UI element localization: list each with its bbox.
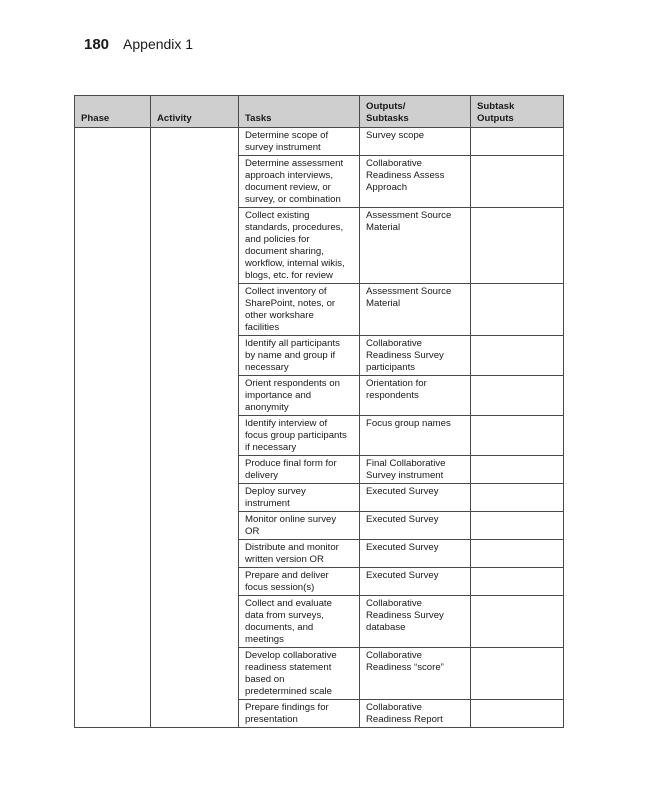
task-cell: Produce final form for delivery [239, 456, 360, 484]
task-cell: Distribute and monitor written version OR [239, 540, 360, 568]
subtask-output-cell [471, 648, 564, 700]
output-cell: Collaborative Readiness Survey participants [360, 336, 471, 376]
page-number: 180 [84, 36, 110, 53]
output-cell: Assessment Source Material [360, 208, 471, 284]
task-cell: Collect and evaluate data from surveys, documents, and meetings [239, 596, 360, 648]
column-header-phase: Phase [75, 96, 151, 128]
output-cell: Orientation for respondents [360, 376, 471, 416]
page-header [84, 36, 193, 53]
task-cell: Prepare and deliver focus session(s) [239, 568, 360, 596]
subtask-output-cell [471, 416, 564, 456]
table-header-row [75, 96, 564, 128]
output-cell: Executed Survey [360, 484, 471, 512]
appendix-table [74, 95, 564, 728]
subtask-output-cell [471, 700, 564, 728]
subtask-output-cell [471, 128, 564, 156]
subtask-output-cell [471, 596, 564, 648]
table-body [75, 128, 564, 728]
task-cell: Identify interview of focus group participants if necessary [239, 416, 360, 456]
output-cell: Executed Survey [360, 540, 471, 568]
output-cell: Executed Survey [360, 512, 471, 540]
subtask-output-cell [471, 156, 564, 208]
task-cell: Determine assessment approach interviews, document review, or survey, or combination [239, 156, 360, 208]
task-cell: Collect existing standards, procedures, and policies for document sharing, workflow, internal wikis, blogs, etc. for review [239, 208, 360, 284]
output-cell: Focus group names [360, 416, 471, 456]
subtask-output-cell [471, 208, 564, 284]
task-cell: Prepare findings for presentation [239, 700, 360, 728]
task-cell: Develop collaborative readiness statement based on predetermined scale [239, 648, 360, 700]
output-cell: Collaborative Readiness Survey database [360, 596, 471, 648]
task-cell: Orient respondents on importance and anonymity [239, 376, 360, 416]
subtask-output-cell [471, 456, 564, 484]
task-cell: Collect inventory of SharePoint, notes, or other workshare facilities [239, 284, 360, 336]
column-header-tasks: Tasks [239, 96, 360, 128]
output-cell: Assessment Source Material [360, 284, 471, 336]
task-cell: Deploy survey instrument [239, 484, 360, 512]
subtask-output-cell [471, 540, 564, 568]
phase-cell [75, 128, 151, 728]
task-cell: Determine scope of survey instrument [239, 128, 360, 156]
subtask-output-cell [471, 484, 564, 512]
table-row [75, 128, 564, 156]
subtask-output-cell [471, 284, 564, 336]
activity-cell [151, 128, 239, 728]
task-cell: Identify all participants by name and group if necessary [239, 336, 360, 376]
column-header-subtask-outputs: Subtask Outputs [471, 96, 564, 128]
subtask-output-cell [471, 376, 564, 416]
task-cell: Monitor online survey OR [239, 512, 360, 540]
output-cell: Collaborative Readiness “score” [360, 648, 471, 700]
column-header-activity: Activity [151, 96, 239, 128]
subtask-output-cell [471, 512, 564, 540]
running-head: Appendix 1 [123, 36, 194, 52]
output-cell: Final Collaborative Survey instrument [360, 456, 471, 484]
output-cell: Survey scope [360, 128, 471, 156]
subtask-output-cell [471, 336, 564, 376]
output-cell: Executed Survey [360, 568, 471, 596]
subtask-output-cell [471, 568, 564, 596]
column-header-outputs-subtasks: Outputs/ Subtasks [360, 96, 471, 128]
output-cell: Collaborative Readiness Assess Approach [360, 156, 471, 208]
output-cell: Collaborative Readiness Report [360, 700, 471, 728]
